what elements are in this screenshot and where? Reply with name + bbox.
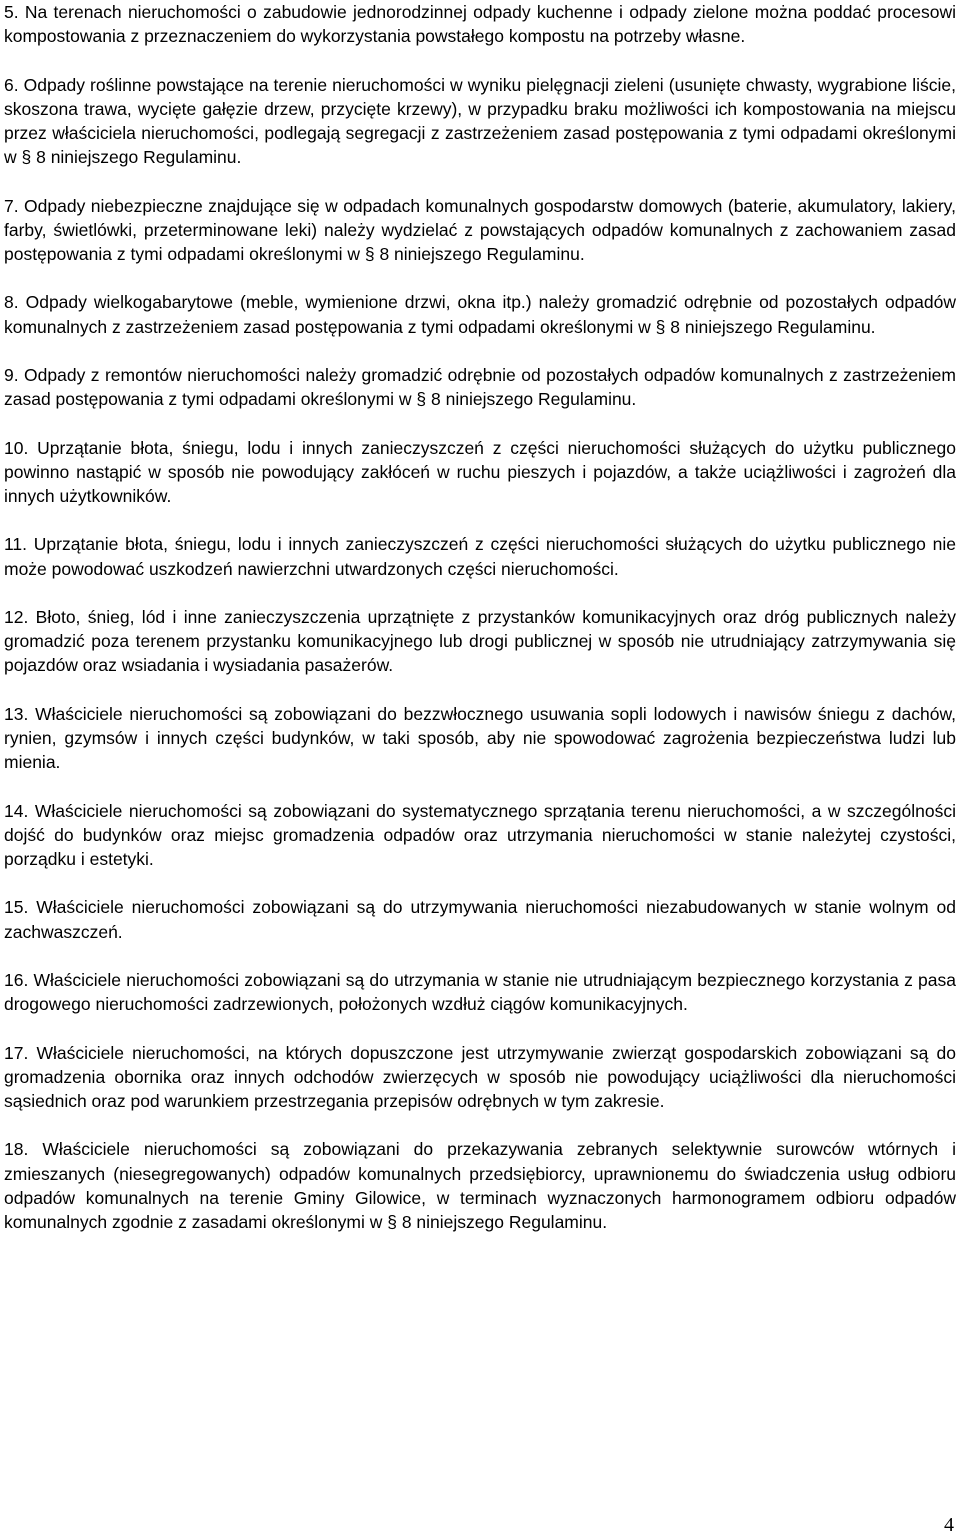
- paragraph-17: 17. Właściciele nieruchomości, na których dopuszczone jest utrzymywanie zwierząt gospodarskich zobowiązani są do gromadzenia obornika oraz innych odchodów zwierzęcych w sposób nie powodujący uciążliwości dla nieruchomości sąsiednich oraz pod warunkiem przestrzegania przepisów odrębnych w tym zakresie.: [4, 1042, 956, 1111]
- paragraph-9: 9. Odpady z remontów nieruchomości należy gromadzić odrębnie od pozostałych odpadów komunalnych z zastrzeżeniem zasad postępowania z tymi odpadami określonymi w § 8 niniejszego Regulaminu.: [4, 364, 956, 410]
- paragraph-18: 18. Właściciele nieruchomości są zobowiązani do przekazywania zebranych selektywnie surowców wtórnych i zmieszanych (niesegregowanych) odpadów komunalnych przedsiębiorcy, uprawnionemu do świadczenia usług odbioru odpadów komunalnych na terenie Gminy Gilowice, w terminach wyznaczonych harmonogramem odbioru odpadów komunalnych zgodnie z zasadami określonymi w § 8 niniejszego Regulaminu.: [4, 1139, 956, 1232]
- paragraph-10: 10. Uprzątanie błota, śniegu, lodu i innych zanieczyszczeń z części nieruchomości służących do użytku publicznego powinno nastąpić w sposób nie powodujący zakłóceń w ruchu pieszych i pojazdów, a także uciążliwości i zagrożeń dla innych użytkowników.: [4, 437, 956, 506]
- paragraph-8: 8. Odpady wielkogabarytowe (meble, wymienione drzwi, okna itp.) należy gromadzić odrębnie od pozostałych odpadów komunalnych z zastrzeżeniem zasad postępowania z tymi odpadami określonymi w § 8 niniejszego Regulaminu.: [4, 292, 956, 337]
- paragraph-7: 7. Odpady niebezpieczne znajdujące się w odpadach komunalnych gospodarstw domowych (baterie, akumulatory, lakiery, farby, świetlówki, przeterminowane leki) należy wydzielać z powstających odpadów komunalnych z zachowaniem zasad postępowania z tymi odpadami określonymi w § 8 niniejszego Regulaminu.: [4, 195, 956, 264]
- paragraph-14: 14. Właściciele nieruchomości są zobowiązani do systematycznego sprzątania terenu nieruchomości, a w szczególności dojść do budynków oraz miejsc gromadzenia odpadów oraz utrzymania nieruchomości w stanie należytej czystości, porządku i estetyki.: [4, 800, 956, 869]
- document-page: [4, 0, 956, 1234]
- paragraph-11: 11. Uprzątanie błota, śniegu, lodu i innych zanieczyszczeń z części nieruchomości służących do użytku publicznego nie może powodować uszkodzeń nawierzchni utwardzonych części nieruchomości.: [4, 534, 956, 579]
- paragraph-13: 13. Właściciele nieruchomości są zobowiązani do bezzwłocznego usuwania sopli lodowych i nawisów śniegu z dachów, rynien, gzymsów i innych części budynków, w taki sposób, aby nie spowodować zagrożenia bezpieczeństwa ludzi lub mienia.: [4, 703, 956, 773]
- paragraph-5: 5. Na terenach nieruchomości o zabudowie jednorodzinnej odpady kuchenne i odpady zielone można poddać procesowi kompostowania z przeznaczeniem do wykorzystania powstałego kompostu na potrzeby własne.: [4, 2, 956, 47]
- page-number: 4: [944, 1514, 954, 1536]
- paragraph-16: 16. Właściciele nieruchomości zobowiązani są do utrzymania w stanie nie utrudniającym bezpiecznego korzystania z pasa drogowego nieruchomości zadrzewionych, położonych wzdłuż ciągów komunikacyjnych.: [4, 969, 956, 1015]
- paragraph-12: 12. Błoto, śnieg, lód i inne zanieczyszczenia uprzątnięte z przystanków komunikacyjnych oraz dróg publicznych należy gromadzić poza terenem przystanku komunikacyjnego lub drogi publicznej w sposób nie utrudniający zatrzymywania się pojazdów oraz wsiadania i wysiadania pasażerów.: [4, 606, 956, 676]
- paragraph-15: 15. Właściciele nieruchomości zobowiązani są do utrzymywania nieruchomości niezabudowanych w stanie wolnym od zachwaszczeń.: [4, 897, 956, 942]
- paragraph-6: 6. Odpady roślinne powstające na terenie nieruchomości w wyniku pielęgnacji zieleni (usunięte chwasty, wygrabione liście, skoszona trawa, wycięte gałęzie drzew, przycięte krzewy), w przypadku braku możliwości ich kompostowania na miejscu przez właściciela nieruchomości, podlegają segregacji z zastrzeżeniem zasad postępowania z tymi odpadami określonymi w § 8 niniejszego Regulaminu.: [4, 74, 956, 168]
